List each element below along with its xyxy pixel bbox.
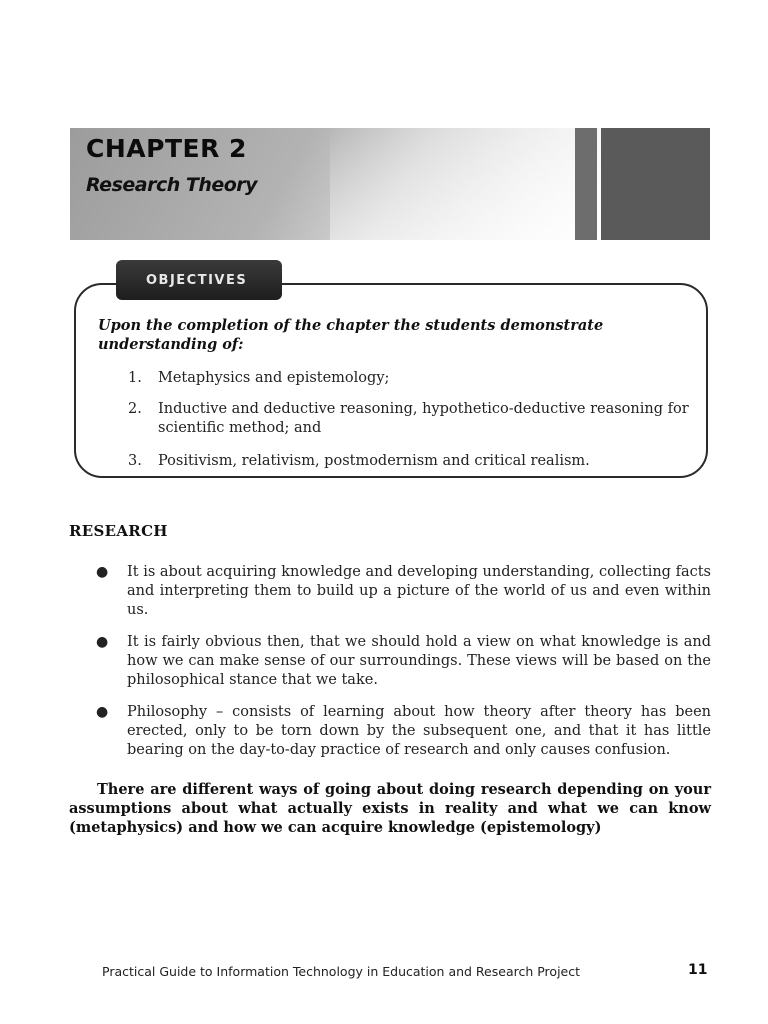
objective-text: Positivism, relativism, postmodernism and critical realism. <box>158 453 590 469</box>
objectives-intro: Upon the completion of the chapter the students demonstrate understanding of: <box>98 317 604 353</box>
list-item-text: It is fairly obvious then, that we should hold a view on what knowledge is and how we can make sense of our surroundings. These views will be based on the philosophical stance that we take. <box>127 634 711 688</box>
objectives-label: OBJECTIVES <box>146 273 248 288</box>
objective-text: Metaphysics and epistemology; <box>158 370 390 386</box>
bullet-icon: ● <box>96 634 109 650</box>
bullet-icon: ● <box>96 704 109 720</box>
objective-number: 1. <box>128 370 142 386</box>
banner-block <box>601 128 710 240</box>
closing-paragraph: There are different ways of going about doing research depending on your assumptions about what actually exists in reality and what we can know (metaphysics) and how we can acquire knowledge (epistemology) <box>69 781 711 836</box>
banner-stripe <box>575 128 597 240</box>
section-heading-research: RESEARCH <box>69 522 168 540</box>
chapter-title: Research Theory <box>86 174 258 196</box>
objective-text: Inductive and deductive reasoning, hypothetico-deductive reasoning for scientific method; and <box>158 401 689 436</box>
page-number: 11 <box>688 962 708 978</box>
footer-title: Practical Guide to Information Technology in Education and Research Project <box>102 964 581 979</box>
chapter-banner <box>70 128 710 240</box>
objective-number: 3. <box>128 453 142 469</box>
bullet-icon: ● <box>96 564 109 580</box>
list-item-text: It is about acquiring knowledge and developing understanding, collecting facts and interpreting them to build up a picture of the world of us and even within us. <box>127 564 711 618</box>
objective-number: 2. <box>128 401 142 417</box>
chapter-number: CHAPTER 2 <box>86 134 247 163</box>
list-item-text: Philosophy – consists of learning about how theory after theory has been erected, only to be torn down by the subsequent one, and that it has little bearing on the day-to-day practice of research and only causes confusion. <box>127 704 711 758</box>
